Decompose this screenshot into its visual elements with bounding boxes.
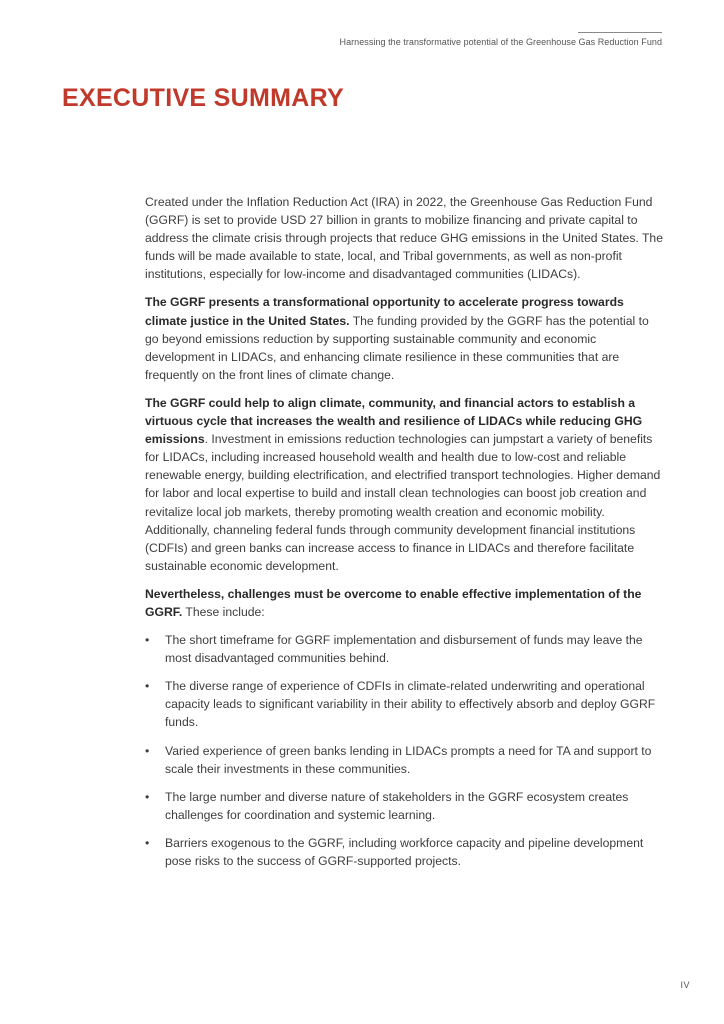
list-item <box>145 742 665 778</box>
paragraph-text: These include: <box>182 604 265 619</box>
list-item-text: The diverse range of experience of CDFIs in climate-related underwriting and operational capacity leads to significant variability in their ability to effectively absorb and deploy GGRF funds. <box>165 679 656 730</box>
list-item-text: The large number and diverse nature of stakeholders in the GGRF ecosystem creates challenges for coordination and systemic learning. <box>165 789 629 822</box>
paragraph-virtuous-cycle <box>145 394 665 575</box>
paragraph-text: The funding provided by the GGRF has the potential to go beyond emissions reduction by supporting sustainable community and economic development in LIDACs, and enhancing climate resilience in these communities that are frequently on the front lines of climate change. <box>145 313 649 382</box>
paragraph-challenges <box>145 585 665 621</box>
summary-body <box>145 193 665 880</box>
header-rule <box>578 32 662 33</box>
page-title: EXECUTIVE SUMMARY <box>62 84 344 112</box>
paragraph-text: Created under the Inflation Reduction Act (IRA) in 2022, the Greenhouse Gas Reduction Fund (GGRF) is set to provide USD 27 billion in grants to mobilize financing and private capital to address the climate crisis through projects that reduce GHG emissions in the United States. The funds will be made available to state, local, and Tribal governments, as well as non-profit institutions, especially for low-income and disadvantaged communities (LIDACs). <box>145 195 663 282</box>
list-item-text: Barriers exogenous to the GGRF, including workforce capacity and pipeline development pose risks to the success of GGRF-supported projects. <box>165 835 644 868</box>
list-item <box>145 677 665 731</box>
list-item <box>145 631 665 667</box>
bullet-icon: • <box>145 679 150 694</box>
paragraph-lead: The GGRF could help to align climate, community, and financial actors to establish a virtuous cycle that increases the wealth and resilience of LIDACs while reducing GHG emissions <box>145 395 643 447</box>
challenges-list <box>145 631 665 870</box>
bullet-icon: • <box>145 743 150 758</box>
paragraph-lead: Nevertheless, challenges must be overcome to enable effective implementation of the GGRF. <box>145 586 642 619</box>
list-item <box>145 788 665 824</box>
paragraph-text: . Investment in emissions reduction technologies can jumpstart a variety of benefits for LIDACs, including increased household wealth and health due to low-cost and reliable renewable energy, building electrification, and electrified transport technologies. Higher demand for labor and local expertise to build and install clean technologies can boost job creation and revitalize local job markets, thereby promoting wealth creation and economic mobility. Additionally, channeling federal funds through community development financial institutions (CDFIs) and green banks can increase access to finance in LIDACs and therefore facilitate sustainable economic development. <box>145 432 661 573</box>
paragraph-intro <box>145 193 665 283</box>
list-item-text: Varied experience of green banks lending in LIDACs prompts a need for TA and support to scale their investments in these communities. <box>165 743 652 776</box>
bullet-icon: • <box>145 789 150 804</box>
page-number: IV <box>680 980 690 990</box>
list-item-text: The short timeframe for GGRF implementation and disbursement of funds may leave the most disadvantaged communities behind. <box>165 633 643 666</box>
paragraph-lead: The GGRF presents a transformational opportunity to accelerate progress towards climate justice in the United States. <box>145 295 624 328</box>
list-item <box>145 834 665 870</box>
bullet-icon: • <box>145 835 150 850</box>
running-header: Harnessing the transformative potential of the Greenhouse Gas Reduction Fund <box>339 37 662 47</box>
bullet-icon: • <box>145 633 150 648</box>
paragraph-opportunity <box>145 293 665 383</box>
